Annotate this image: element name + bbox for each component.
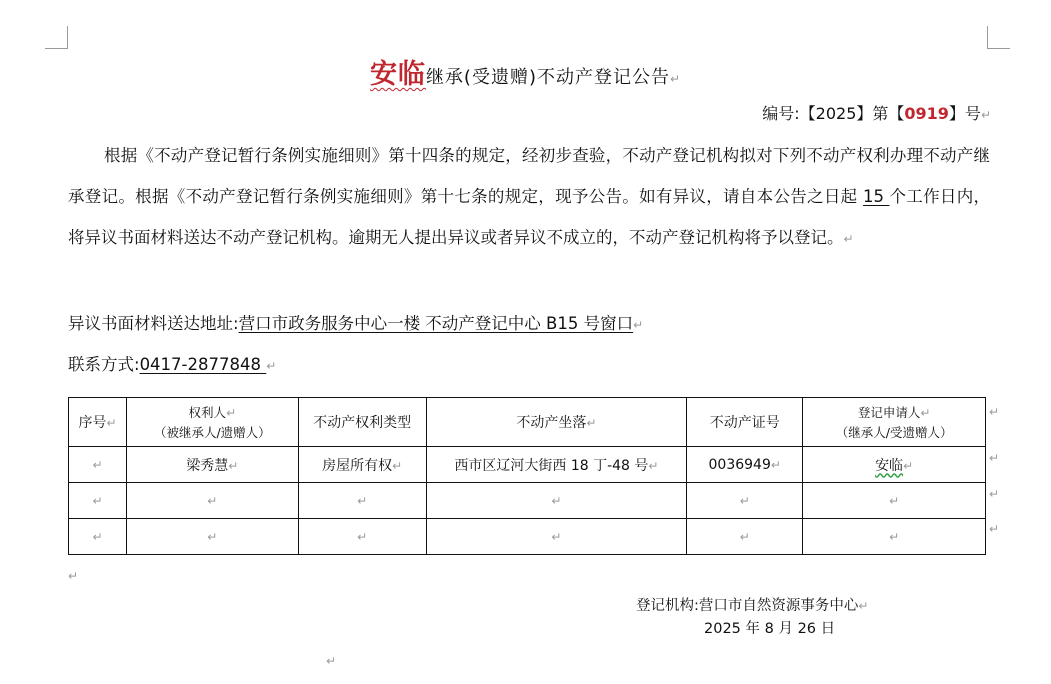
- cell-value: 西市区辽河大街西 18 丁-48 号: [454, 457, 649, 474]
- paragraph-mark-icon: ↵: [920, 405, 931, 420]
- table-header-cell: [426, 398, 687, 447]
- paragraph-mark-icon: ↵: [648, 458, 659, 473]
- paragraph-mark-icon: ↵: [551, 493, 562, 508]
- paragraph-mark-icon: ↵: [903, 458, 914, 473]
- table-header-cell: [126, 398, 298, 447]
- header-label: 不动产坐落: [516, 415, 587, 431]
- objection-address-value: 营口市政务服务中心一楼 不动产登记中心 B15 号窗口: [238, 314, 634, 333]
- table-header-cell: [803, 398, 986, 447]
- paragraph-mark-icon: ↵: [68, 569, 79, 583]
- paragraph-mark-icon: ↵: [633, 318, 644, 332]
- document-number: [762, 101, 991, 124]
- contact-value: 0417-2877848: [139, 355, 267, 374]
- cell-value: 梁秀慧: [186, 457, 229, 474]
- table-cell: [126, 519, 298, 555]
- paragraph-mark-icon: ↵: [326, 654, 337, 668]
- paragraph-mark-icon: ↵: [92, 457, 103, 472]
- doc-number-suffix: 】号: [948, 104, 981, 123]
- title-applicant-name: 安临: [369, 59, 426, 90]
- paragraph-mark-icon: ↵: [357, 493, 368, 508]
- contact-label: 联系方式:: [68, 355, 140, 374]
- cell-value: 0036949: [708, 456, 771, 473]
- paragraph-mark-icon: ↵: [989, 451, 1000, 465]
- authority-value: 营口市自然资源事务中心: [698, 598, 859, 614]
- paragraph-mark-icon: ↵: [739, 529, 750, 544]
- table-header-cell: [298, 398, 426, 447]
- contact-info: [68, 351, 276, 375]
- crop-mark-top-right: [987, 26, 1010, 49]
- table-cell: [803, 447, 986, 483]
- paragraph-mark-icon: ↵: [226, 405, 237, 420]
- paragraph-mark-icon: ↵: [889, 529, 900, 544]
- paragraph-mark-icon: ↵: [989, 405, 1000, 419]
- paragraph-mark-icon: ↵: [586, 416, 597, 430]
- property-table: [68, 397, 986, 555]
- table-cell: [69, 447, 127, 483]
- table-cell: [687, 483, 803, 519]
- header-sublabel: （被继承人/遗赠人）: [153, 424, 271, 440]
- paragraph-mark-icon: ↵: [989, 487, 1000, 501]
- header-label: 登记申请人: [857, 404, 921, 420]
- table-row: [69, 483, 986, 519]
- objection-address: [68, 310, 643, 334]
- header-sublabel: （继承人/受遗赠人）: [835, 424, 953, 440]
- doc-number-year: 2025: [815, 104, 857, 123]
- paragraph-mark-icon: ↵: [770, 457, 781, 472]
- table-cell: [298, 519, 426, 555]
- paragraph-mark-icon: ↵: [106, 416, 117, 430]
- paragraph-mark-icon: ↵: [92, 493, 103, 508]
- table-cell: [803, 483, 986, 519]
- paragraph-mark-icon: ↵: [228, 458, 239, 473]
- paragraph-mark-icon: ↵: [92, 529, 103, 544]
- paragraph-mark-icon: ↵: [551, 529, 562, 544]
- paragraph-mark-icon: ↵: [392, 458, 403, 473]
- table-cell: [426, 447, 687, 483]
- header-label: 序号: [78, 415, 107, 431]
- cell-value: 房屋所有权: [322, 457, 393, 474]
- doc-number-prefix: 编号:【: [762, 104, 816, 123]
- table-cell: [126, 483, 298, 519]
- document-title: [0, 52, 1051, 91]
- header-label: 权利人: [188, 404, 227, 420]
- paragraph-mark-icon: ↵: [669, 72, 682, 86]
- cell-value: 安临: [875, 457, 904, 474]
- body-text-part1: 根据《不动产登记暂行条例实施细则》第十四条的规定，经初步查验，不动产登记机构拟对下列不动产权利办理不动产继承登记。根据《不动产登记暂行条例实施细则》第十七条的规定，现予公告。如有异议，请自本公告之日起: [68, 146, 990, 206]
- announcement-body: [68, 135, 990, 260]
- table-cell: [426, 519, 687, 555]
- registration-authority: [636, 594, 868, 615]
- table-cell: [803, 519, 986, 555]
- table-header-cell: [69, 398, 127, 447]
- table-cell: [687, 447, 803, 483]
- body-days: 15: [862, 187, 890, 206]
- table-cell: [298, 483, 426, 519]
- paragraph-mark-icon: ↵: [989, 522, 1000, 536]
- table-cell: [298, 447, 426, 483]
- paragraph-mark-icon: ↵: [739, 493, 750, 508]
- doc-number-seq: 0919: [904, 104, 949, 123]
- paragraph-mark-icon: ↵: [266, 359, 277, 373]
- paragraph-mark-icon: ↵: [207, 493, 218, 508]
- header-label: 不动产证号: [709, 415, 780, 431]
- header-label: 不动产权利类型: [313, 415, 412, 431]
- crop-mark-top-left: [45, 26, 68, 49]
- title-text: 继承(受遗赠)不动产登记公告: [425, 67, 670, 88]
- paragraph-mark-icon: ↵: [843, 232, 854, 246]
- paragraph-mark-icon: ↵: [357, 529, 368, 544]
- table-row: [69, 447, 986, 483]
- table-header-row: [69, 398, 986, 447]
- paragraph-mark-icon: ↵: [980, 108, 991, 122]
- table-cell: [687, 519, 803, 555]
- authority-label: 登记机构:: [636, 598, 699, 614]
- body-text-part2: 个工作日内，将异议书面材料送达不动产登记机构。逾期无人提出异议或者异议不成立的，不动产登记机构将予以登记。: [68, 187, 990, 247]
- table-cell: [69, 483, 127, 519]
- table-header-cell: [687, 398, 803, 447]
- objection-address-label: 异议书面材料送达地址:: [68, 314, 239, 333]
- table-row: [69, 519, 986, 555]
- table-cell: [69, 519, 127, 555]
- announcement-date: 2025 年 8 月 26 日: [704, 621, 836, 637]
- table-cell: [126, 447, 298, 483]
- table-cell: [426, 483, 687, 519]
- paragraph-mark-icon: ↵: [889, 493, 900, 508]
- paragraph-mark-icon: ↵: [207, 529, 218, 544]
- paragraph-mark-icon: ↵: [858, 599, 869, 613]
- doc-number-mid: 】第【: [856, 104, 905, 123]
